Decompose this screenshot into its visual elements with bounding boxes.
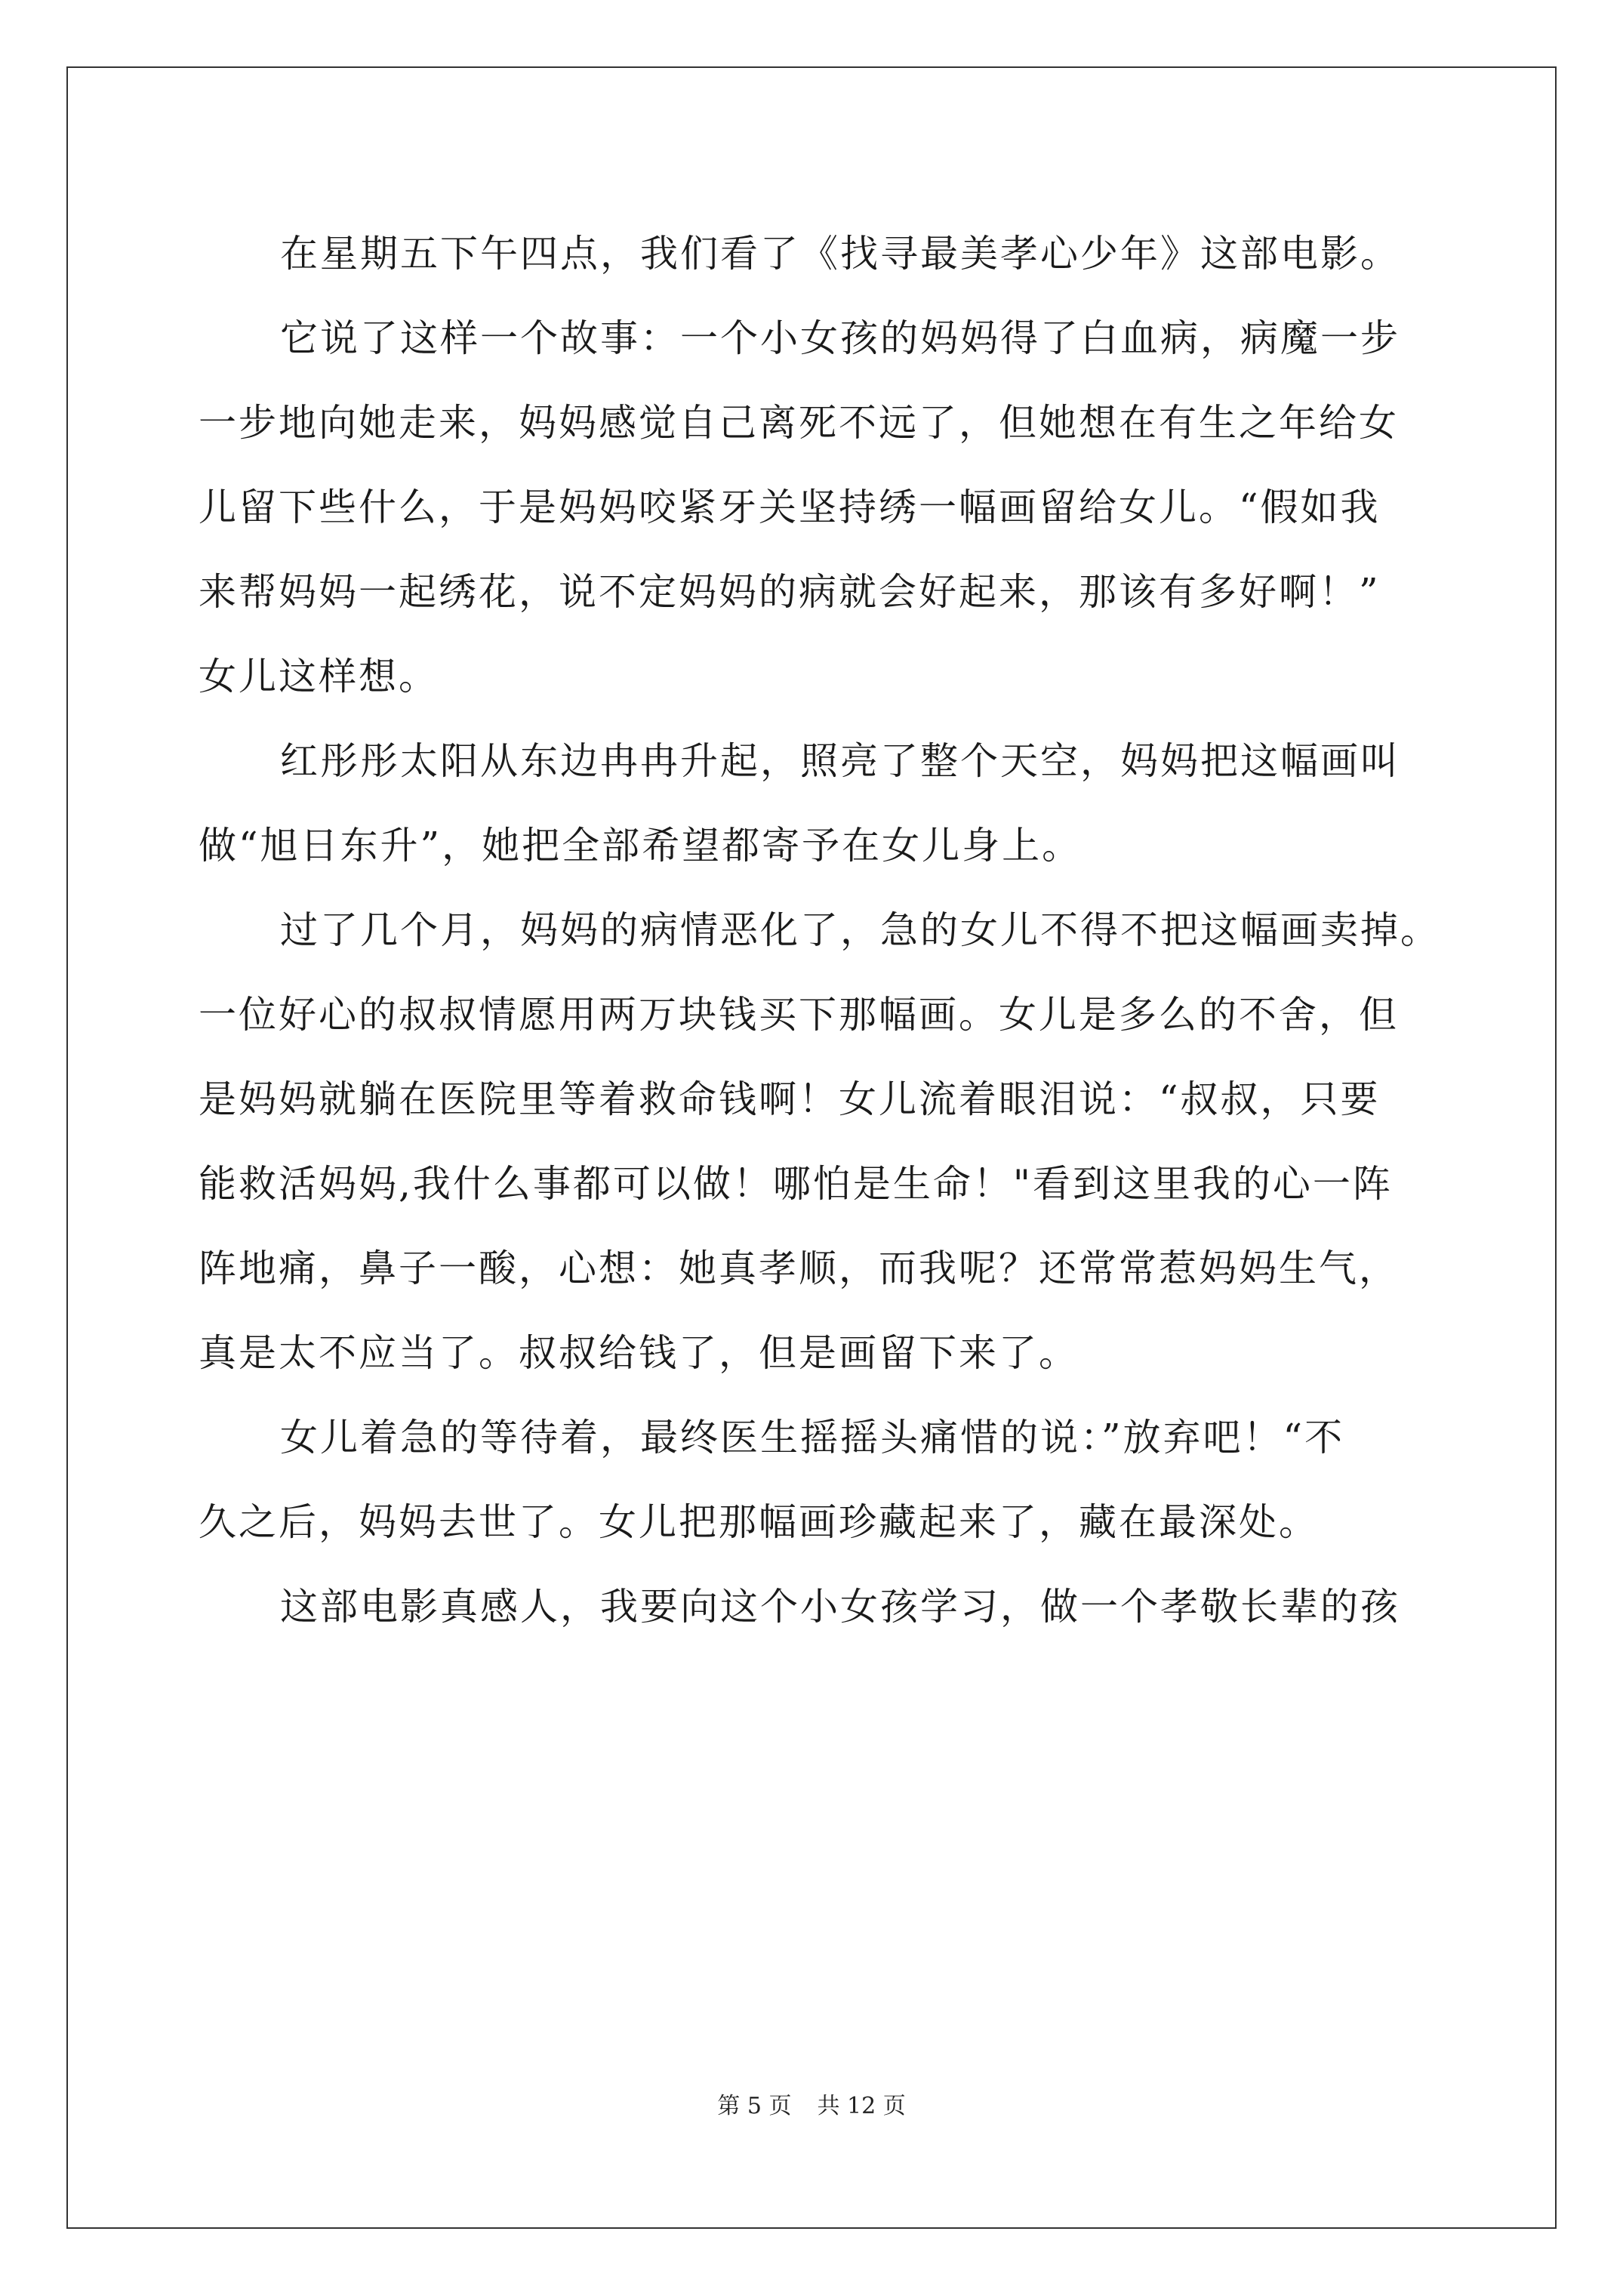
text-line: 做“旭日东升”，她把全部希望都寄予在女儿身上。 (199, 824, 1083, 868)
text-line: 真是太不应当了。叔叔给钱了，但是画留下来了。 (199, 1331, 1079, 1375)
page-number-total: 共 12 页 (817, 2093, 906, 2119)
page-footer (0, 2091, 1623, 2122)
text-line: 女儿这样想。 (199, 655, 439, 698)
text-line: 过了几个月，妈妈的病情恶化了，急的女儿不得不把这幅画卖掉。 (280, 908, 1440, 952)
page-number-current: 第 5 页 (717, 2093, 792, 2119)
text-line: 一步地向她走来，妈妈感觉自己离死不远了，但她想在有生之年给女 (199, 401, 1399, 445)
text-line: 女儿着急的等待着，最终医生摇摇头痛惜的说：”放弃吧！“不 (280, 1416, 1345, 1459)
text-line: 儿留下些什么，于是妈妈咬紧牙关坚持绣一幅画留给女儿。“假如我 (199, 485, 1381, 529)
text-line: 能救活妈妈,我什么事都可以做！哪怕是生命！"看到这里我的心一阵 (199, 1162, 1393, 1206)
text-line: 来帮妈妈一起绣花，说不定妈妈的病就会好起来，那该有多好啊！” (199, 570, 1381, 614)
text-line: 久之后，妈妈去世了。女儿把那幅画珍藏起来了，藏在最深处。 (199, 1500, 1319, 1544)
text-line: 它说了这样一个故事：一个小女孩的妈妈得了白血病，病魔一步 (280, 316, 1400, 360)
text-line: 是妈妈就躺在医院里等着救命钱啊！女儿流着眼泪说：“叔叔，只要 (199, 1077, 1381, 1121)
text-line: 一位好心的叔叔情愿用两万块钱买下那幅画。女儿是多么的不舍，但 (199, 993, 1399, 1037)
text-line: 阵地痛，鼻子一酸，心想：她真孝顺，而我呢？还常常惹妈妈生气， (199, 1247, 1399, 1290)
document-body (199, 211, 1440, 1649)
text-line: 红彤彤太阳从东边冉冉升起，照亮了整个天空，妈妈把这幅画叫 (280, 739, 1400, 783)
text-line: 这部电影真感人，我要向这个小女孩学习，做一个孝敬长辈的孩 (280, 1585, 1400, 1629)
text-line: 在星期五下午四点，我们看了《找寻最美孝心少年》这部电影。 (280, 232, 1400, 276)
